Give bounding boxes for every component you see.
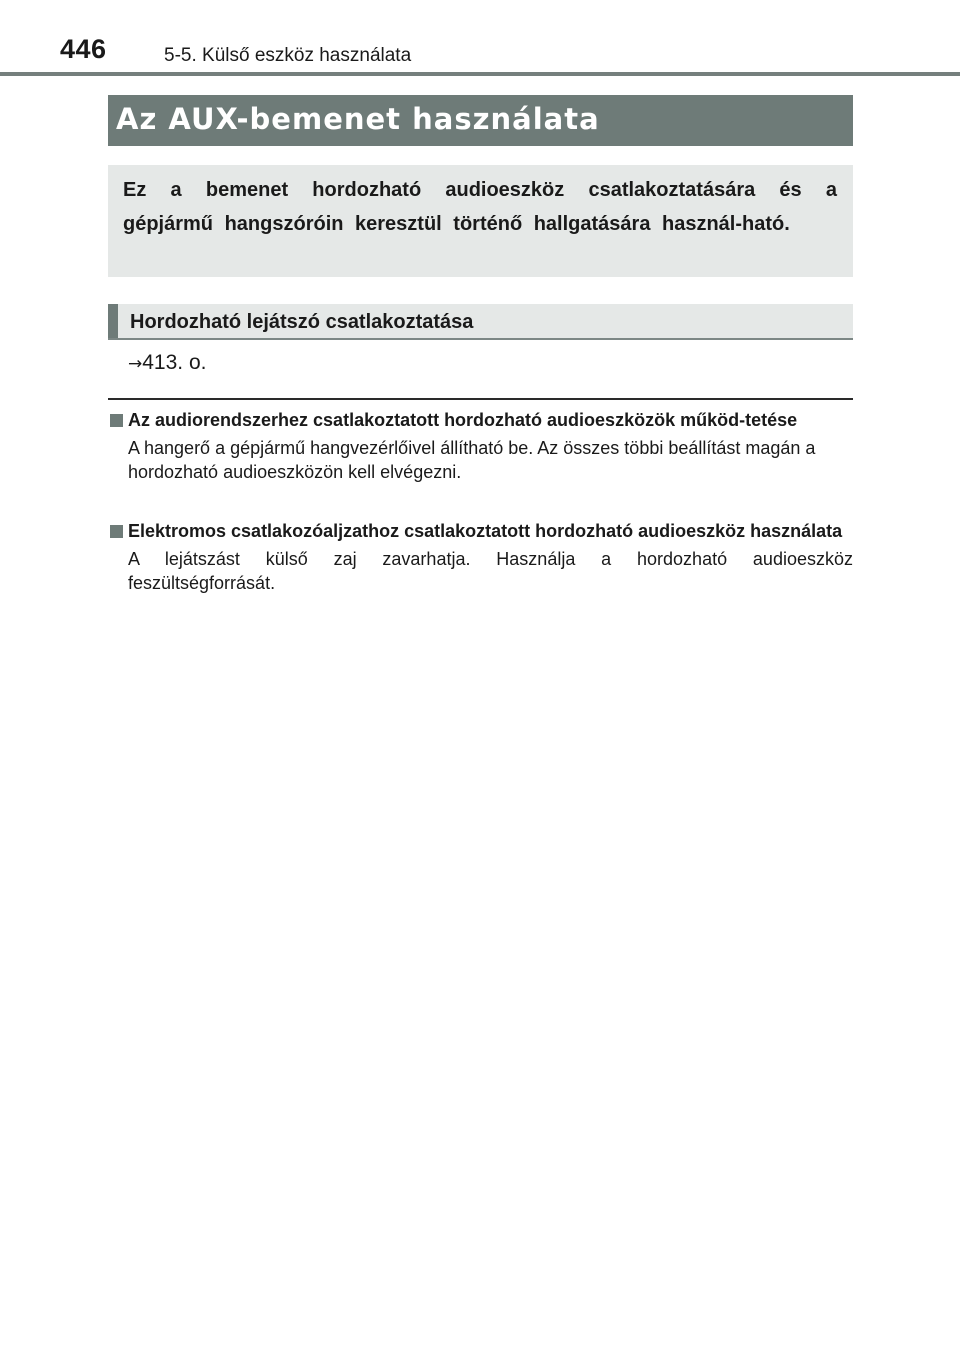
note-title: Az audiorendszerhez csatlakoztatott hordozható audioeszközök működ-tetése — [128, 410, 798, 430]
header-rule — [0, 72, 960, 76]
note-item — [108, 519, 853, 595]
subsection-banner — [108, 304, 853, 340]
note-title: Elektromos csatlakozóaljzathoz csatlakoztatott hordozható audioeszköz használata — [128, 521, 843, 541]
square-bullet-icon — [110, 414, 123, 427]
section-title: Az AUX-bemenet használata — [116, 102, 600, 136]
subsection-title: Hordozható lejátszó csatlakoztatása — [130, 311, 474, 333]
page-reference-text: 413. o. — [142, 351, 207, 374]
section-banner — [108, 95, 853, 146]
page-reference[interactable] — [128, 349, 206, 378]
note-item — [108, 408, 853, 484]
square-bullet-icon — [110, 525, 123, 538]
intro-text: Ez a bemenet hordozható audioeszköz csatlakoztatására és a gépjármű hangszóróin keresztül történő hallgatására használ-ható. — [123, 179, 837, 235]
section-divider — [108, 398, 853, 400]
note-body: A lejátszást külső zaj zavarhatja. Használja a hordozható audioeszköz feszültségforrását. — [128, 549, 853, 593]
page-number: 446 — [60, 34, 107, 64]
intro-box — [108, 165, 853, 277]
arrow-right-icon: → — [128, 354, 143, 374]
chapter-title: 5-5. Külső eszköz használata — [164, 45, 412, 66]
note-body: A hangerő a gépjármű hangvezérlőivel állítható be. Az összes többi beállítást magán a hordozható audioeszközön kell elvégezni. — [128, 438, 816, 482]
subsection-accent-bar — [108, 304, 118, 338]
